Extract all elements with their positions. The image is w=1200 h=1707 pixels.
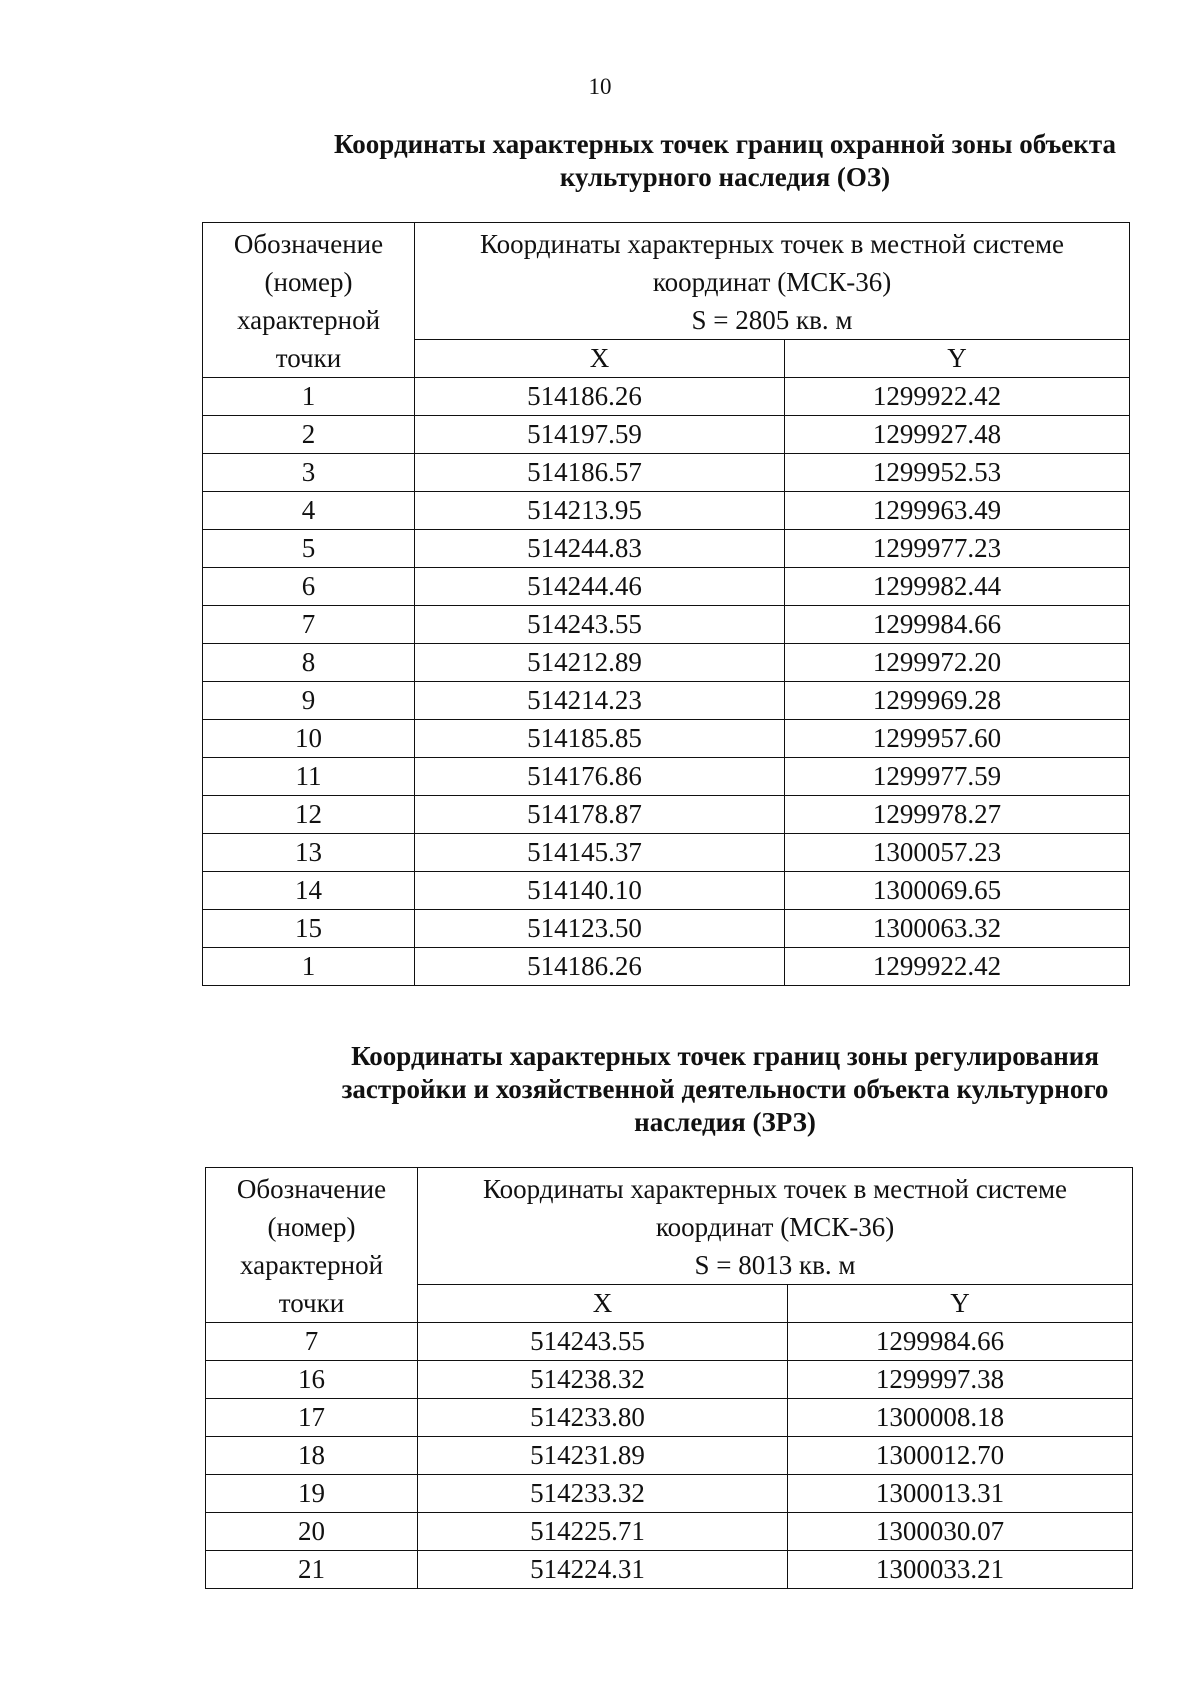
- y-coordinate-cell: 1300057.23: [785, 834, 1130, 872]
- x-coordinate-cell: 514233.80: [418, 1399, 788, 1437]
- table-row: [206, 1551, 1133, 1589]
- y-coordinate-cell: 1300069.65: [785, 872, 1130, 910]
- x-coordinate-cell: 514238.32: [418, 1361, 788, 1399]
- point-number-cell: 9: [203, 682, 415, 720]
- table-row: [203, 492, 1130, 530]
- coordinates-header: Координаты характерных точек в местной системе координат (МСК-36) S = 2805 кв. м: [415, 223, 1130, 340]
- y-coordinate-cell: 1299997.38: [788, 1361, 1133, 1399]
- x-coordinate-cell: 514185.85: [415, 720, 785, 758]
- table-row: [203, 606, 1130, 644]
- table-row: [206, 1399, 1133, 1437]
- y-coordinate-cell: 1299927.48: [785, 416, 1130, 454]
- x-coordinate-cell: 514176.86: [415, 758, 785, 796]
- area-label: S = 8013 кв. м: [694, 1250, 856, 1280]
- x-coordinate-cell: 514233.32: [418, 1475, 788, 1513]
- table-row: [203, 530, 1130, 568]
- x-coordinate-cell: 514212.89: [415, 644, 785, 682]
- x-coordinate-cell: 514186.26: [415, 948, 785, 986]
- table-row: [203, 416, 1130, 454]
- point-number-cell: 18: [206, 1437, 418, 1475]
- page-number: 10: [588, 74, 612, 99]
- header-row: [206, 1168, 1133, 1285]
- x-coordinate-cell: 514244.46: [415, 568, 785, 606]
- point-number-cell: 1: [203, 378, 415, 416]
- table-row: [203, 644, 1130, 682]
- designation-header: Обозначение (номер) характерной точки: [203, 223, 415, 378]
- point-number-cell: 6: [203, 568, 415, 606]
- title-line: культурного наследия (ОЗ): [559, 162, 891, 192]
- coordinates-table-oz: [202, 222, 1130, 986]
- table-body: [206, 1168, 1133, 1589]
- x-coordinate-cell: 514123.50: [415, 910, 785, 948]
- designation-header: Обозначение (номер) характерной точки: [206, 1168, 418, 1323]
- x-coordinate-cell: 514197.59: [415, 416, 785, 454]
- table-row: [206, 1475, 1133, 1513]
- point-number-cell: 14: [203, 872, 415, 910]
- point-number-cell: 13: [203, 834, 415, 872]
- y-coordinate-cell: 1299982.44: [785, 568, 1130, 606]
- y-coordinate-cell: 1300030.07: [788, 1513, 1133, 1551]
- table-row: [206, 1513, 1133, 1551]
- x-coordinate-cell: 514243.55: [418, 1323, 788, 1361]
- table-row: [203, 948, 1130, 986]
- coordinates-table-zrz: [205, 1167, 1133, 1589]
- table-row: [203, 910, 1130, 948]
- point-number-cell: 16: [206, 1361, 418, 1399]
- point-number-cell: 1: [203, 948, 415, 986]
- y-coordinate-cell: 1299977.59: [785, 758, 1130, 796]
- x-coordinate-cell: 514140.10: [415, 872, 785, 910]
- y-coordinate-cell: 1299972.20: [785, 644, 1130, 682]
- point-number-cell: 3: [203, 454, 415, 492]
- table-row: [203, 378, 1130, 416]
- point-number-cell: 11: [203, 758, 415, 796]
- x-coordinate-cell: 514225.71: [418, 1513, 788, 1551]
- table-row: [203, 682, 1130, 720]
- table-row: [206, 1323, 1133, 1361]
- y-coordinate-cell: 1299984.66: [788, 1323, 1133, 1361]
- table-row: [203, 454, 1130, 492]
- y-column-header: Y: [788, 1285, 1133, 1323]
- table-row: [206, 1437, 1133, 1475]
- x-coordinate-cell: 514243.55: [415, 606, 785, 644]
- y-coordinate-cell: 1299984.66: [785, 606, 1130, 644]
- table-row: [203, 720, 1130, 758]
- y-coordinate-cell: 1299922.42: [785, 378, 1130, 416]
- header-row: [203, 223, 1130, 340]
- x-coordinate-cell: 514145.37: [415, 834, 785, 872]
- y-coordinate-cell: 1299978.27: [785, 796, 1130, 834]
- title-line: Координаты характерных точек границ зоны регулирования: [351, 1041, 1099, 1071]
- point-number-cell: 15: [203, 910, 415, 948]
- x-coordinate-cell: 514214.23: [415, 682, 785, 720]
- section-title-oz: [300, 128, 1150, 194]
- point-number-cell: 7: [206, 1323, 418, 1361]
- point-number-cell: 12: [203, 796, 415, 834]
- point-number-cell: 8: [203, 644, 415, 682]
- y-coordinate-cell: 1299952.53: [785, 454, 1130, 492]
- table-row: [203, 872, 1130, 910]
- x-coordinate-cell: 514213.95: [415, 492, 785, 530]
- y-column-header: Y: [785, 340, 1130, 378]
- table-row: [203, 834, 1130, 872]
- point-number-cell: 10: [203, 720, 415, 758]
- point-number-cell: 21: [206, 1551, 418, 1589]
- title-line: застройки и хозяйственной деятельности объекта культурного: [341, 1074, 1109, 1104]
- y-coordinate-cell: 1299957.60: [785, 720, 1130, 758]
- y-coordinate-cell: 1299977.23: [785, 530, 1130, 568]
- table-body: [203, 223, 1130, 986]
- table-row: [203, 568, 1130, 606]
- title-line: наследия (ЗРЗ): [634, 1107, 816, 1137]
- y-coordinate-cell: 1300013.31: [788, 1475, 1133, 1513]
- y-coordinate-cell: 1299969.28: [785, 682, 1130, 720]
- x-coordinate-cell: 514244.83: [415, 530, 785, 568]
- area-label: S = 2805 кв. м: [691, 305, 853, 335]
- section-title-zrz: [300, 1040, 1150, 1139]
- point-number-cell: 19: [206, 1475, 418, 1513]
- x-coordinate-cell: 514186.57: [415, 454, 785, 492]
- x-column-header: X: [418, 1285, 788, 1323]
- y-coordinate-cell: 1300012.70: [788, 1437, 1133, 1475]
- point-number-cell: 20: [206, 1513, 418, 1551]
- point-number-cell: 17: [206, 1399, 418, 1437]
- table-row: [206, 1361, 1133, 1399]
- x-coordinate-cell: 514178.87: [415, 796, 785, 834]
- x-coordinate-cell: 514186.26: [415, 378, 785, 416]
- y-coordinate-cell: 1299922.42: [785, 948, 1130, 986]
- coordinates-header: Координаты характерных точек в местной системе координат (МСК-36) S = 8013 кв. м: [418, 1168, 1133, 1285]
- point-number-cell: 7: [203, 606, 415, 644]
- point-number-cell: 4: [203, 492, 415, 530]
- title-line: Координаты характерных точек границ охранной зоны объекта: [334, 129, 1116, 159]
- point-number-cell: 2: [203, 416, 415, 454]
- table-row: [203, 796, 1130, 834]
- x-column-header: X: [415, 340, 785, 378]
- point-number-cell: 5: [203, 530, 415, 568]
- table-row: [203, 758, 1130, 796]
- x-coordinate-cell: 514224.31: [418, 1551, 788, 1589]
- y-coordinate-cell: 1300063.32: [785, 910, 1130, 948]
- y-coordinate-cell: 1300033.21: [788, 1551, 1133, 1589]
- y-coordinate-cell: 1300008.18: [788, 1399, 1133, 1437]
- x-coordinate-cell: 514231.89: [418, 1437, 788, 1475]
- y-coordinate-cell: 1299963.49: [785, 492, 1130, 530]
